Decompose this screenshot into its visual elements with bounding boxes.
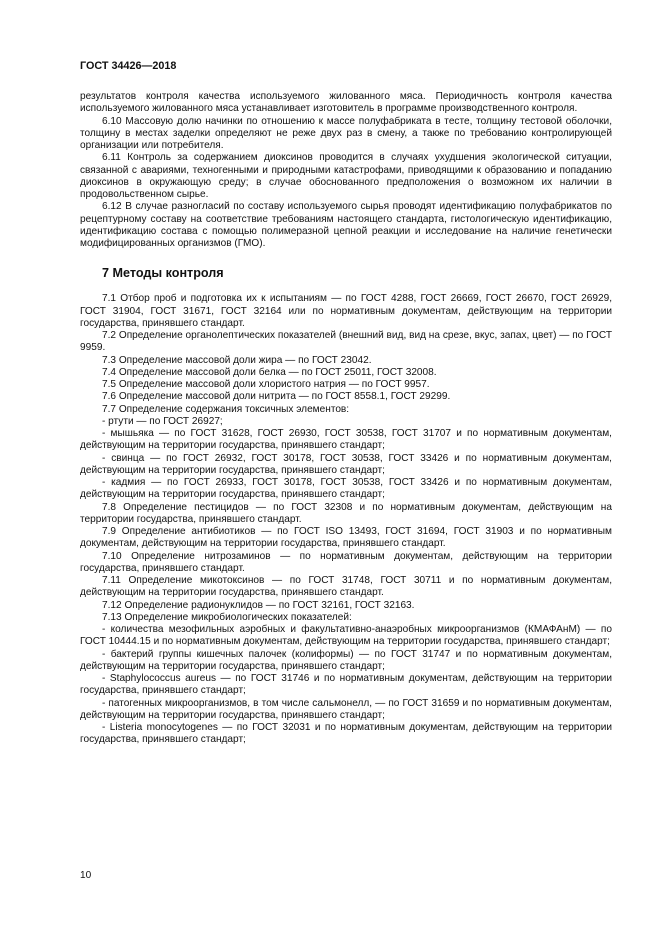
running-header: ГОСТ 34426—2018 — [80, 60, 177, 72]
list-item-lead: - свинца — по ГОСТ 26932, ГОСТ 30178, ГОСТ 30538, ГОСТ 33426 и по нормативным документам, действующим на территории государства, принявшего стандарт; — [80, 452, 612, 476]
paragraph-7-1: 7.1 Отбор проб и подготовка их к испытаниям — по ГОСТ 4288, ГОСТ 26669, ГОСТ 26670, ГОСТ 26929, ГОСТ 31904, ГОСТ 31671, ГОСТ 32164 или по нормативным документам, действующим на территории государства, принявшего стандарт. — [80, 293, 612, 329]
paragraph-6-12: 6.12 В случае разногласий по составу используемого сырья проводят идентификацию полуфабрикатов по рецептурному составу на соответствие требованиям настоящего стандарта, гистологическую идентификацию, идентификацию состава с помощью полимеразной цепной реакции и исследование на наличие генетически модифицированных организмов (ГМО). — [80, 201, 612, 249]
section-heading: 7 Методы контроля — [102, 266, 224, 281]
paragraph-7-2: 7.2 Определение органолептических показателей (внешний вид, вид на срезе, вкус, запах, цвет) — по ГОСТ 9959. — [80, 330, 612, 354]
paragraph-7-7: 7.7 Определение содержания токсичных элементов: — [102, 403, 350, 415]
paragraph-7-13: 7.13 Определение микробиологических показателей: — [102, 611, 352, 623]
list-item-listeria: - Listeria monocytogenes — по ГОСТ 32031 и по нормативным документам, действующим на территории государства, принявшего стандарт; — [80, 722, 612, 746]
page-content — [80, 91, 612, 747]
list-item-arsenic: - мышьяка — по ГОСТ 31628, ГОСТ 26930, ГОСТ 30538, ГОСТ 31707 и по нормативным документам, действующим на территории государства, принявшего стандарт; — [80, 428, 612, 452]
paragraph-7-5: 7.5 Определение массовой доли хлористого натрия — по ГОСТ 9957. — [102, 379, 430, 390]
paragraph-7-6: 7.6 Определение массовой доли нитрита — по ГОСТ 8558.1, ГОСТ 29299. — [102, 391, 451, 403]
list-item-coliforms: - бактерий группы кишечных палочек (колиформы) — по ГОСТ 31747 и по нормативным документам, действующим на территории государства, принявшего стандарт; — [80, 648, 612, 672]
paragraph-continuation: результатов контроля качества используемого жилованного мяса. Периодичность контроля качества используемого жилованного мяса устанавливает изготовитель в программе производственного контроля. — [80, 91, 612, 115]
paragraph-7-3: 7.3 Определение массовой доли жира — по ГОСТ 23042. — [102, 354, 372, 366]
list-item-cadmium: - кадмия — по ГОСТ 26933, ГОСТ 30178, ГОСТ 30538, ГОСТ 33426 и по нормативным документам, действующим на территории государства, принявшего стандарт; — [80, 477, 612, 501]
list-item-staphylococcus: - Staphylococcus aureus — по ГОСТ 31746 и по нормативным документам, действующим на территории государства, принявшего стандарт; — [80, 673, 612, 697]
paragraph-7-9: 7.9 Определение антибиотиков — по ГОСТ ISO 13493, ГОСТ 31694, ГОСТ 31903 и по нормативным документам, действующим на территории государства, принявшего стандарт. — [80, 526, 612, 550]
paragraph-7-11: 7.11 Определение микотоксинов — по ГОСТ 31748, ГОСТ 30711 и по нормативным документам, действующим на территории государства, принявшего стандарт. — [80, 575, 612, 599]
page-number: 10 — [80, 870, 92, 881]
paragraph-7-8: 7.8 Определение пестицидов — по ГОСТ 32308 и по нормативным документам, действующим на территории государства, принявшего стандарт. — [80, 501, 612, 525]
paragraph-6-10: 6.10 Массовую долю начинки по отношению к массе полуфабриката в тесте, толщину тестовой оболочки, толщину в местах заделки определяют не реже двух раз в смену, а также по требованию контролирующей организации или потребителя. — [80, 115, 612, 151]
list-item-mercury: - ртути — по ГОСТ 26927; — [102, 415, 223, 427]
paragraph-6-11: 6.11 Контроль за содержанием диоксинов проводится в случаях ухудшения экологической ситуации, связанной с авариями, техногенными и природными катастрофами, приводящими к образованию и попаданию диоксинов в окружающую среду; в случае обоснованного предположения о возможном их наличии в продовольственном сырье. — [80, 152, 612, 200]
paragraph-7-12: 7.12 Определение радионуклидов — по ГОСТ 32161, ГОСТ 32163. — [102, 599, 415, 611]
paragraph-7-10: 7.10 Определение нитрозаминов — по нормативным документам, действующим на территории государства, принявшего стандарт. — [80, 550, 612, 574]
list-item-kmafanm: - количества мезофильных аэробных и факультативно-анаэробных микроорганизмов (КМАФАнМ) — по ГОСТ 10444.15 и по нормативным документам, действующим на территории государства, принявшего стандарт; — [80, 624, 612, 648]
list-item-pathogens: - патогенных микроорганизмов, в том числе сальмонелл, — по ГОСТ 31659 и по нормативным документам, действующим на территории государства, принявшего стандарт; — [80, 697, 612, 721]
paragraph-7-4: 7.4 Определение массовой доли белка — по ГОСТ 25011, ГОСТ 32008. — [102, 366, 437, 378]
